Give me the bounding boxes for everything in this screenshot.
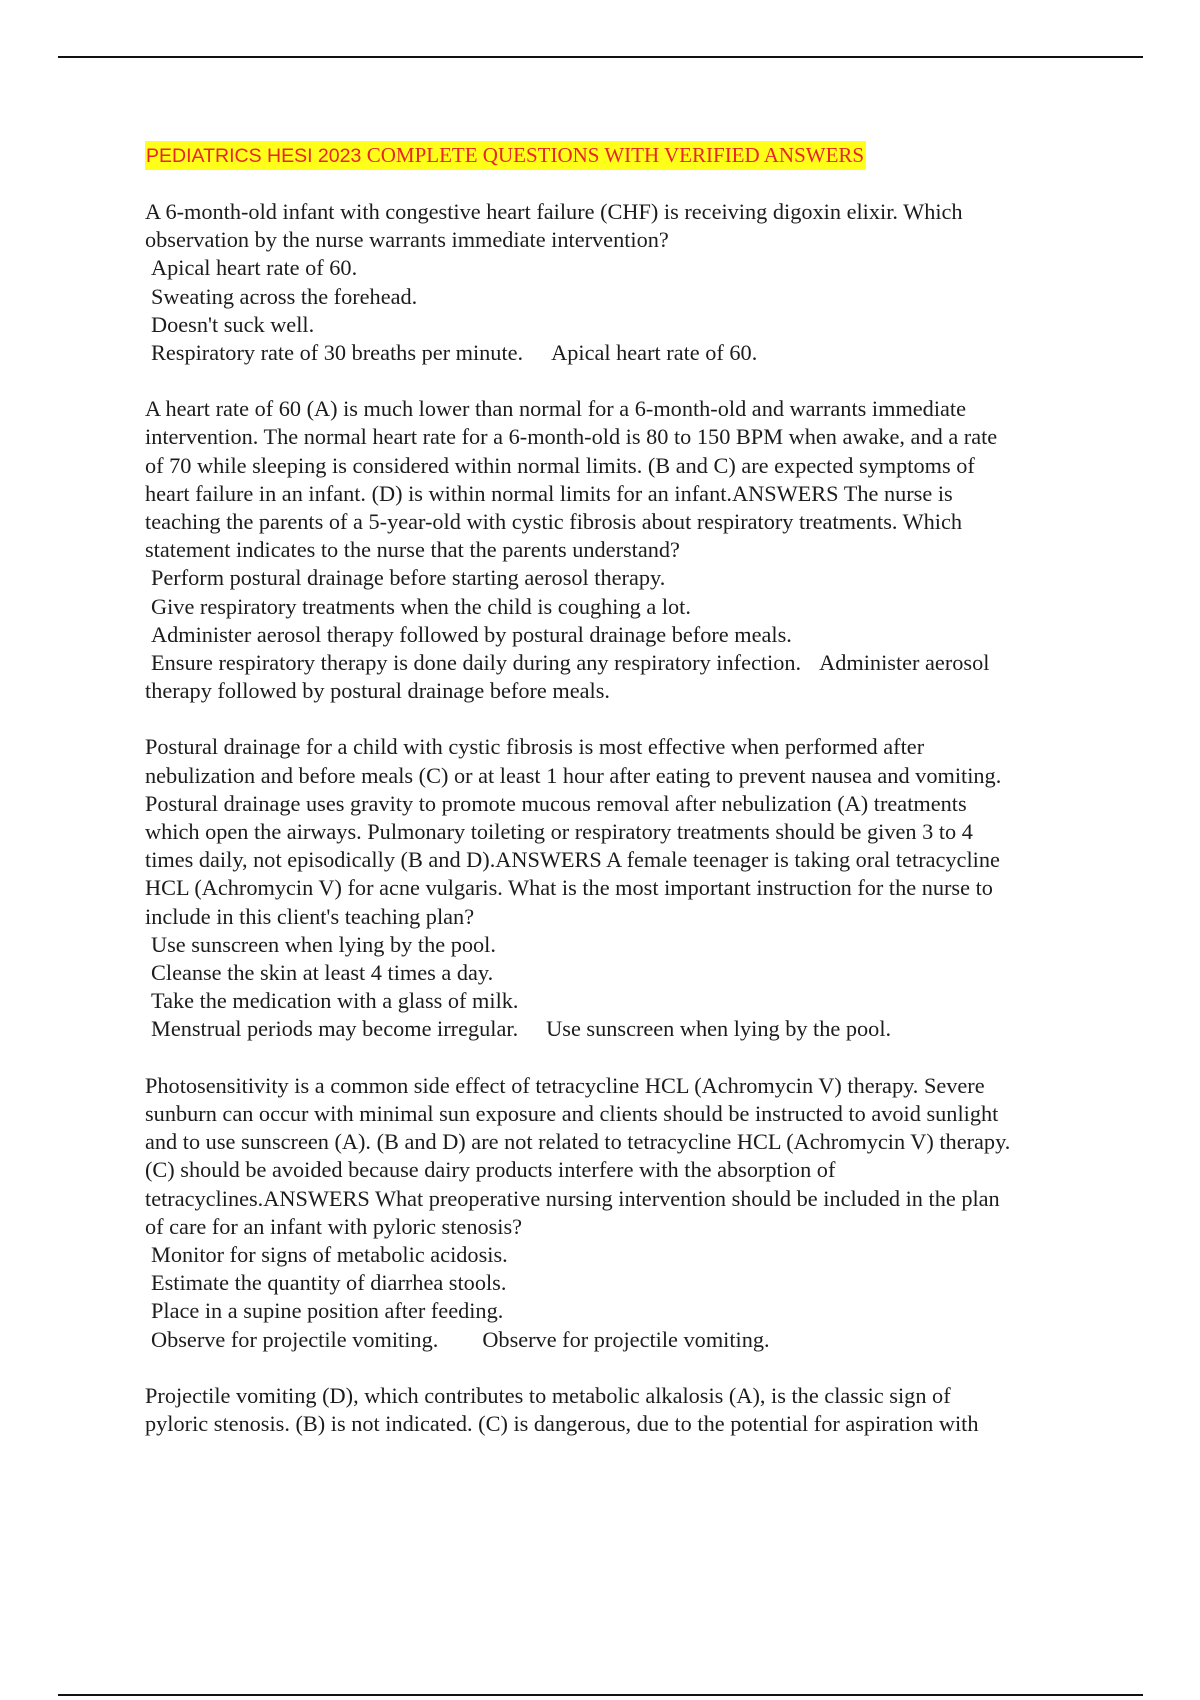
correct-answer: Apical heart rate of 60.	[551, 340, 758, 366]
paragraph-line: nebulization and before meals (C) or at least 1 hour after eating to prevent nausea and vomiting.	[145, 762, 1002, 788]
question-stem-line: observation by the nurse warrants immediate intervention?	[145, 227, 669, 253]
answer-option-text: Observe for projectile vomiting.	[151, 1326, 439, 1352]
paragraph-line: times daily, not episodically (B and D).ANSWERS A female teenager is taking oral tetracycline	[145, 847, 1000, 873]
paragraph-line: Projectile vomiting (D), which contributes to metabolic alkalosis (A), is the classic sign of	[145, 1382, 951, 1408]
answer-option: Monitor for signs of metabolic acidosis.	[151, 1241, 508, 1267]
paragraph-line: HCL (Achromycin V) for acne vulgaris. What is the most important instruction for the nurse to	[145, 875, 993, 901]
question-block-1	[145, 198, 1090, 367]
question-block-3	[145, 733, 1090, 1043]
answer-option: Sweating across the forehead.	[151, 283, 418, 309]
paragraph-line: Photosensitivity is a common side effect of tetracycline HCL (Achromycin V) therapy. Severe	[145, 1072, 985, 1098]
correct-answer-continued: therapy followed by postural drainage before meals.	[145, 678, 610, 704]
paragraph-line: pyloric stenosis. (B) is not indicated. (C) is dangerous, due to the potential for aspiration with	[145, 1410, 979, 1436]
title-sans-part: PEDIATRICS HESI 2023	[146, 145, 367, 167]
answer-option: Take the medication with a glass of milk.	[151, 988, 519, 1014]
answer-option: Use sunscreen when lying by the pool.	[151, 931, 496, 957]
answer-option: Apical heart rate of 60.	[151, 255, 358, 281]
paragraph-line: (C) should be avoided because dairy products interfere with the absorption of	[145, 1157, 836, 1183]
question-block-4	[145, 1072, 1090, 1354]
answer-option: Cleanse the skin at least 4 times a day.	[151, 960, 494, 986]
document-body	[145, 141, 1090, 1466]
bottom-rule	[58, 1694, 1143, 1696]
answer-option: Place in a supine position after feeding.	[151, 1298, 504, 1324]
paragraph-line: sunburn can occur with minimal sun exposure and clients should be instructed to avoid sunlight	[145, 1100, 999, 1126]
question-stem-line: A 6-month-old infant with congestive heart failure (CHF) is receiving digoxin elixir. Which	[145, 199, 963, 224]
answer-option-text: Ensure respiratory therapy is done daily during any respiratory infection.	[151, 650, 802, 676]
paragraph-line: statement indicates to the nurse that the parents understand?	[145, 537, 680, 563]
correct-answer: Administer aerosol	[819, 650, 990, 676]
document-title	[145, 141, 866, 170]
paragraph-line: and to use sunscreen (A). (B and D) are not related to tetracycline HCL (Achromycin V) therapy.	[145, 1129, 1011, 1155]
paragraph-line: A heart rate of 60 (A) is much lower than normal for a 6-month-old and warrants immediate	[145, 396, 967, 422]
title-serif-part: COMPLETE QUESTIONS WITH VERIFIED ANSWERS	[366, 143, 865, 167]
top-rule	[58, 56, 1143, 58]
answer-option-text: Respiratory rate of 30 breaths per minute.	[151, 340, 524, 366]
paragraph-line: of 70 while sleeping is considered within normal limits. (B and C) are expected symptoms of	[145, 452, 975, 478]
paragraph-line: heart failure in an infant. (D) is within normal limits for an infant.ANSWERS The nurse is	[145, 480, 953, 506]
answer-option: Estimate the quantity of diarrhea stools.	[151, 1270, 507, 1296]
question-block-2	[145, 395, 1090, 705]
correct-answer: Observe for projectile vomiting.	[482, 1326, 770, 1352]
answer-option: Administer aerosol therapy followed by postural drainage before meals.	[151, 621, 792, 647]
paragraph-line: Postural drainage for a child with cystic fibrosis is most effective when performed after	[145, 734, 925, 760]
answer-option-last	[145, 339, 1090, 367]
paragraph-line: of care for an infant with pyloric stenosis?	[145, 1213, 523, 1239]
paragraph-line: tetracyclines.ANSWERS What preoperative nursing intervention should be included in the plan	[145, 1185, 1000, 1211]
answer-option-last	[145, 1015, 1090, 1043]
correct-answer: Use sunscreen when lying by the pool.	[546, 1016, 892, 1042]
paragraph-line: which open the airways. Pulmonary toileting or respiratory treatments should be given 3 to 4	[145, 819, 973, 845]
answer-option-last	[145, 649, 1090, 677]
answer-option: Give respiratory treatments when the child is coughing a lot.	[151, 593, 691, 619]
paragraph-line: teaching the parents of a 5-year-old with cystic fibrosis about respiratory treatments. Which	[145, 509, 963, 535]
question-block-5	[145, 1382, 1090, 1438]
answer-option-last	[145, 1326, 1090, 1354]
answer-option: Doesn't suck well.	[151, 311, 315, 337]
paragraph-line: Postural drainage uses gravity to promote mucous removal after nebulization (A) treatments	[145, 790, 967, 816]
answer-option: Perform postural drainage before starting aerosol therapy.	[151, 565, 666, 591]
answer-option-text: Menstrual periods may become irregular.	[151, 1016, 519, 1042]
paragraph-line: include in this client's teaching plan?	[145, 903, 475, 929]
paragraph-line: intervention. The normal heart rate for a 6-month-old is 80 to 150 BPM when awake, and a rate	[145, 424, 998, 450]
